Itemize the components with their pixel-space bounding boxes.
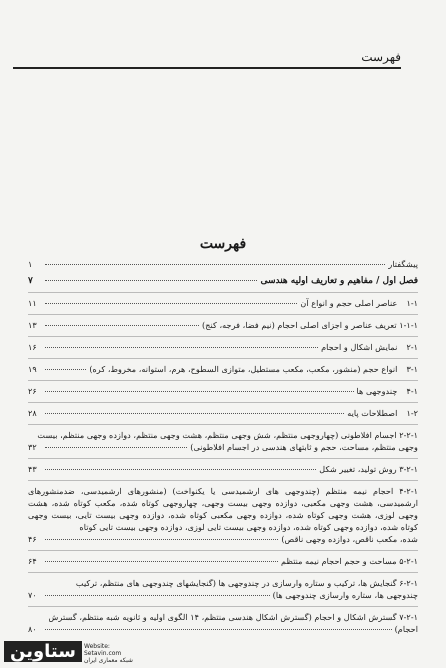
toc-entry (28, 275, 418, 287)
toc-entry (28, 258, 418, 270)
leader-dots (45, 629, 392, 630)
toc-entry-text: چندوجهی ها (356, 386, 398, 396)
leader-dots (45, 264, 385, 265)
toc-entry-number: ۱-۱-۱ (399, 320, 418, 330)
entry-divider (28, 606, 418, 607)
toc-entry (28, 297, 418, 309)
entry-divider (28, 550, 418, 551)
leader-dots (45, 369, 86, 370)
entry-divider (28, 292, 418, 293)
table-of-contents (28, 258, 418, 640)
toc-page-number[interactable]: ۴۳ (28, 464, 37, 474)
leader-dots (45, 391, 354, 392)
entry-divider (28, 358, 418, 359)
entry-divider (28, 314, 418, 315)
leader-dots (45, 595, 270, 596)
leader-dots (45, 413, 344, 414)
toc-entry-number: ۵-۲-۱ (399, 556, 418, 566)
toc-page-number[interactable]: ۲۸ (28, 408, 37, 418)
entry-divider (28, 480, 418, 481)
toc-page-number[interactable]: ۱۹ (28, 364, 37, 374)
toc-entry-number: ۲-۲-۱ (399, 430, 418, 440)
toc-page-number[interactable]: ۴۶ (28, 534, 37, 544)
toc-entry-text: گنجایش ها، ترکیب و ستاره وارسازی در چندوجهی ها (گنجایشهای چندوجهی های منتظم، ترکیب (75, 578, 397, 588)
toc-entry (28, 429, 418, 453)
toc-entry-text: روش تولید، تغییر شکل (319, 464, 397, 474)
toc-page-number[interactable]: ۶۴ (28, 556, 37, 566)
leader-dots (45, 469, 316, 470)
setavin-logo[interactable]: ستاوین (4, 641, 82, 662)
toc-title: فهرست (199, 236, 247, 252)
toc-page-number[interactable]: ۲۶ (28, 386, 37, 396)
toc-entry-continuation: شده، مکعب ناقص، دوازده وجهی ناقص) (281, 534, 418, 544)
website-label: Website: (84, 643, 110, 650)
toc-entry-number: ۴-۱ (406, 386, 418, 396)
website-info[interactable] (84, 643, 133, 664)
toc-entry-number: ۳-۲-۱ (399, 464, 418, 474)
toc-entry-continuation: وجهی منتظم، مساحت، حجم و ثابتهای هندسی در اجسام افلاطونی) (190, 442, 418, 452)
leader-dots (45, 347, 318, 348)
toc-entry-text: گسترش اشکال و احجام (گسترش اشکال هندسی منتظم، ۱۴ الگوی اولیه و ثانویه شبه منتظم، گسترش (48, 612, 397, 622)
toc-entry-text: عناصر اصلی حجم و انواع آن (300, 298, 398, 308)
entry-divider (28, 380, 418, 381)
toc-entry-continuation: چندوجهی ها، ستاره وارسازی چندوجهی ها) (272, 590, 418, 600)
toc-entry (28, 485, 418, 545)
leader-dots (45, 447, 187, 448)
toc-entry (28, 577, 418, 601)
toc-entry (28, 463, 418, 475)
toc-entry-number: ۳-۱ (406, 364, 418, 374)
toc-entry-text: پیشگفتار (388, 259, 418, 269)
toc-entry-number: ۷-۲-۱ (399, 612, 418, 622)
toc-entry-text: اجسام افلاطونی (چهاروجهی منتظم، شش وجهی منتظم، هشت وجهی منتظم، دوازده وجهی منتظم، بیست (37, 430, 397, 440)
toc-page-number[interactable]: ۸۰ (28, 624, 37, 634)
toc-page-number[interactable]: ۱۱ (28, 298, 37, 308)
website-caption: شبکه معماری ایران (84, 657, 133, 664)
header-rule (13, 67, 401, 69)
toc-entry-number: ۱-۱ (406, 298, 418, 308)
toc-entry (28, 555, 418, 567)
leader-dots (45, 280, 257, 281)
footer (0, 638, 446, 668)
toc-entry-text: فصل اول / مفاهیم و تعاریف اولیه هندسی (260, 276, 418, 286)
toc-entry-text: تعریف عناصر و اجزای اصلی احجام (نیم فضا، فرجه، کنج) (202, 320, 397, 330)
toc-entry (28, 407, 418, 419)
toc-entry (28, 363, 418, 375)
toc-page-number[interactable]: ۱ (28, 259, 33, 269)
toc-entry-text: احجام نیمه منتظم (چندوجهی های ارشمیدسی یا یکنواخت) (منشورهای ارشمیدسی، ضدمنشورهای ارشمیدسی، هشت وجهی مکعبی، دوازده وجهی بیست وجهی، چهاروجهی کوتاه شده، مکعب کوتاه شده، هشت وجهی لوزی، هشت وجهی کوتاه شده، دوازده وجهی مکعبی کوتاه شده، دوازده وجهی بیست تایی، بیست وجهی کوتاه شده، دوازده وجهی کوتاه شده، دوازده وجهی بیست تایی لوزی، دوازده وجهی بیست تایی کوتاه (28, 486, 418, 532)
toc-entry-text: مساحت و حجم احجام نیمه منتظم (281, 556, 397, 566)
leader-dots (45, 303, 297, 304)
leader-dots (45, 561, 278, 562)
website-url: Setavin.com (84, 650, 122, 657)
toc-entry (28, 385, 418, 397)
running-header: فهرست (361, 50, 401, 64)
toc-entry-text: انواع حجم (منشور، مکعب، مکعب مستطیل، متوازی السطوح، هرم، استوانه، مخروط، کره) (89, 364, 398, 374)
toc-entry-text: اصطلاحات پایه (347, 408, 398, 418)
toc-entry (28, 319, 418, 331)
toc-page-number[interactable]: ۳۲ (28, 442, 37, 452)
toc-entry-text: نمایش اشکال و احجام (321, 342, 398, 352)
entry-divider (28, 402, 418, 403)
toc-entry-number: ۲-۱ (406, 342, 418, 352)
entry-divider (28, 458, 418, 459)
toc-entry-number: ۱-۲ (406, 408, 418, 418)
toc-page-number[interactable]: ۱۳ (28, 320, 37, 330)
entry-divider (28, 572, 418, 573)
entry-divider (28, 424, 418, 425)
leader-dots (45, 539, 278, 540)
toc-page-number[interactable]: ۷۰ (28, 590, 37, 600)
toc-entry-number: ۶-۲-۱ (399, 578, 418, 588)
toc-entry-continuation: احجام) (394, 624, 418, 634)
toc-entry (28, 341, 418, 353)
entry-divider (28, 336, 418, 337)
toc-page-number[interactable]: ۷ (28, 276, 33, 286)
toc-entry (28, 611, 418, 635)
toc-entry-number: ۴-۲-۱ (399, 486, 418, 496)
leader-dots (45, 325, 199, 326)
toc-page-number[interactable]: ۱۶ (28, 342, 37, 352)
